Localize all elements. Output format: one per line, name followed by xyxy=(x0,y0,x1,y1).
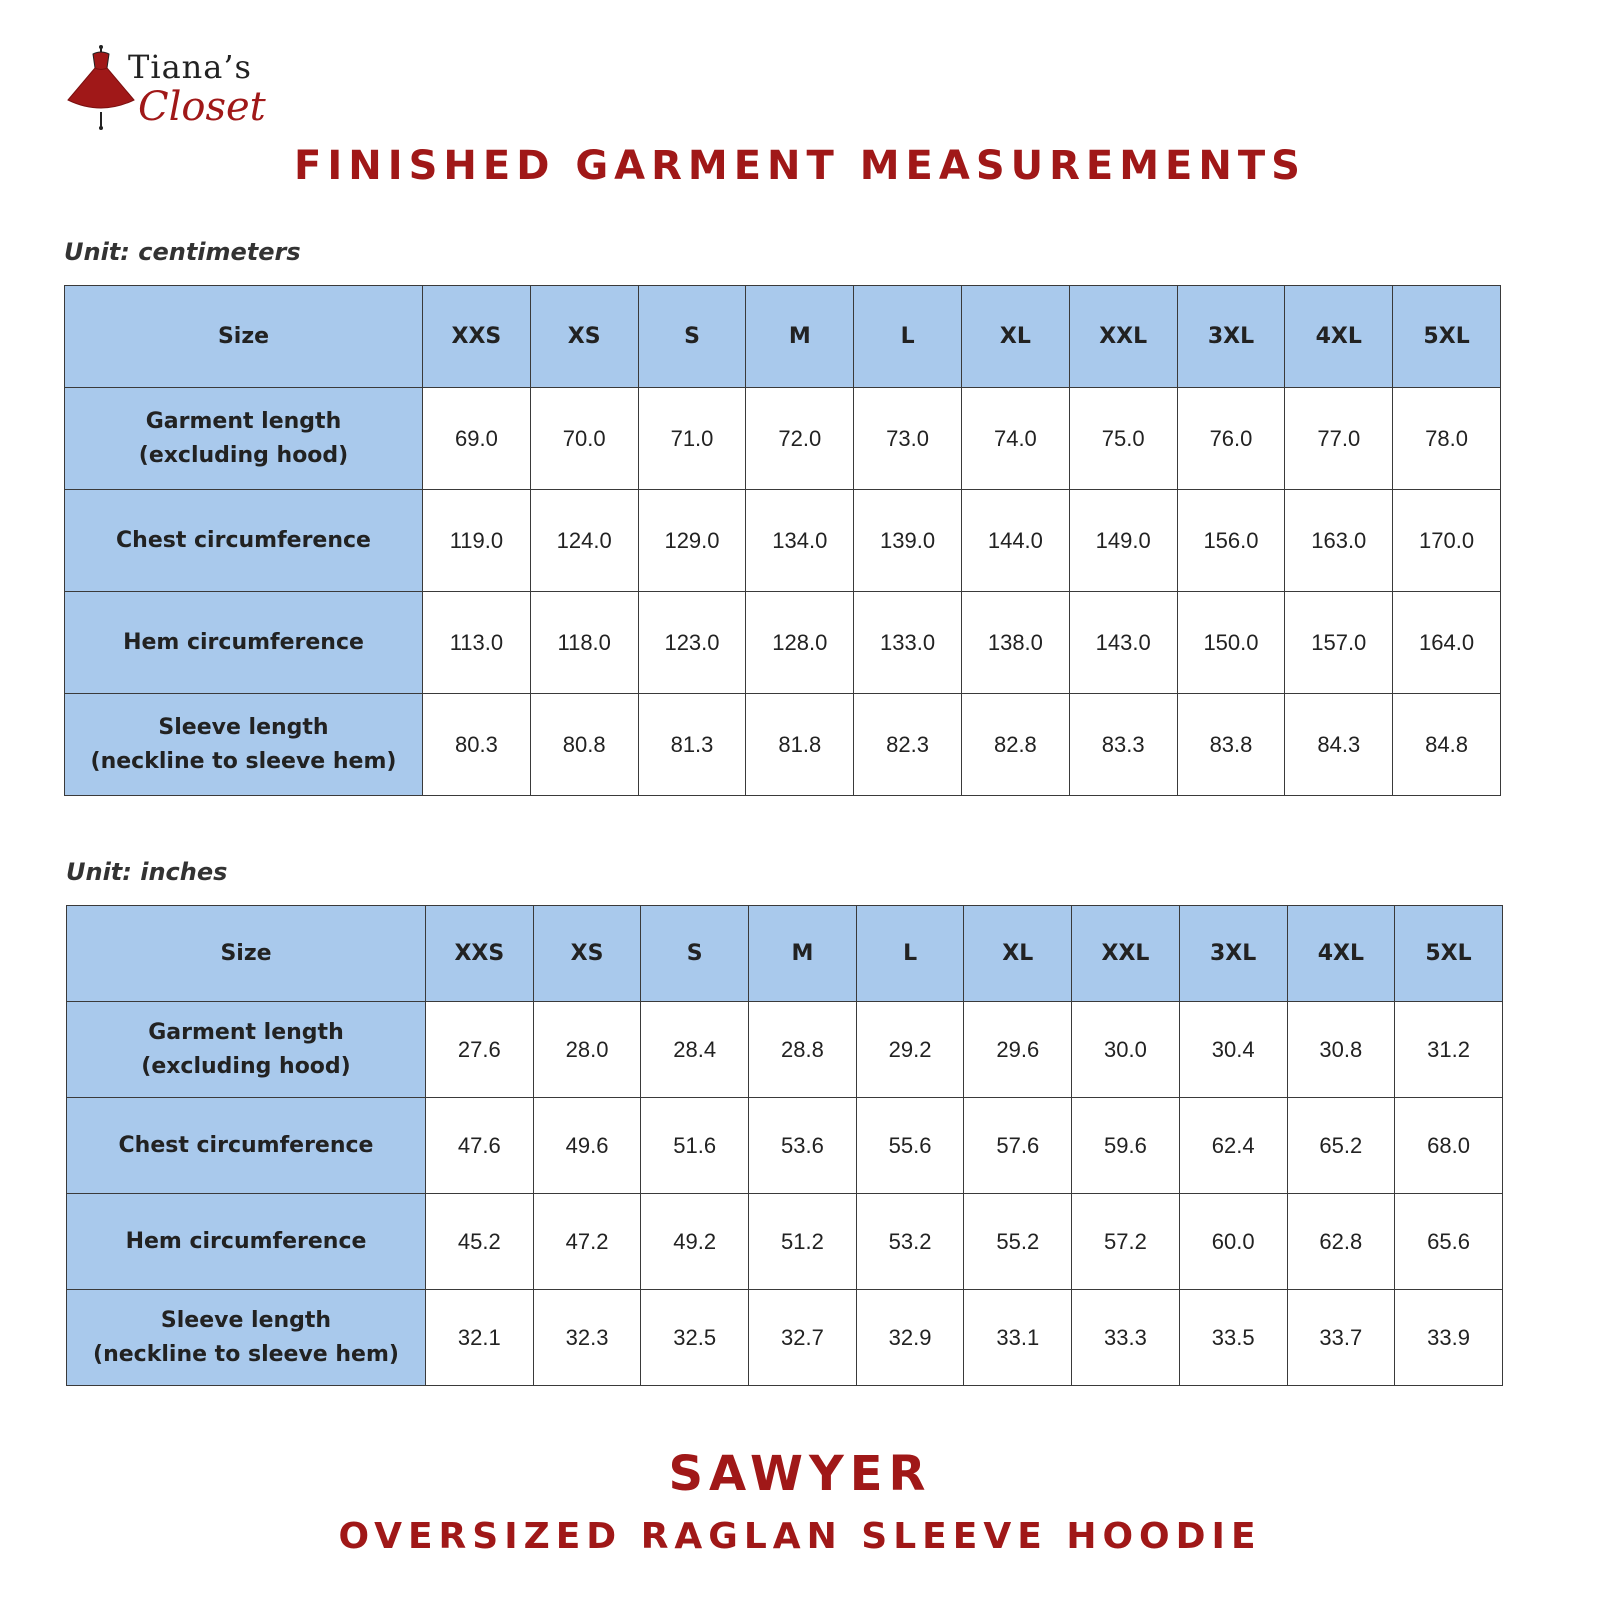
size-col-header: L xyxy=(854,286,962,388)
table-cell: 76.0 xyxy=(1177,388,1285,490)
row-label-line: Chest circumference xyxy=(118,1132,374,1158)
size-col-header: XXL xyxy=(1069,286,1177,388)
row-label-hem xyxy=(67,1194,426,1290)
table-cell: 62.8 xyxy=(1287,1194,1395,1290)
row-label-subline: (neckline to sleeve hem) xyxy=(93,1341,399,1367)
size-col-header: 5XL xyxy=(1395,906,1503,1002)
table-cell: 33.5 xyxy=(1179,1290,1287,1386)
table-row xyxy=(65,490,1501,592)
row-label-line: Garment length xyxy=(145,408,342,434)
brand-logo xyxy=(66,44,266,134)
table-cell: 32.5 xyxy=(641,1290,749,1386)
table-cell: 51.6 xyxy=(641,1098,749,1194)
table-cell: 129.0 xyxy=(638,490,746,592)
page-title: FINISHED GARMENT MEASUREMENTS xyxy=(294,143,1306,189)
size-col-header: 4XL xyxy=(1287,906,1395,1002)
table-cell: 28.0 xyxy=(533,1002,641,1098)
table-cell: 53.6 xyxy=(749,1098,857,1194)
table-cell: 163.0 xyxy=(1285,490,1393,592)
table-cell: 144.0 xyxy=(961,490,1069,592)
table-cell: 157.0 xyxy=(1285,592,1393,694)
table-cell: 71.0 xyxy=(638,388,746,490)
table-cell: 118.0 xyxy=(530,592,638,694)
table-cell: 51.2 xyxy=(749,1194,857,1290)
table-cell: 143.0 xyxy=(1069,592,1177,694)
table-cell: 72.0 xyxy=(746,388,854,490)
table-cell: 28.4 xyxy=(641,1002,749,1098)
table-cell: 133.0 xyxy=(854,592,962,694)
size-col-header: M xyxy=(746,286,854,388)
row-label-sleeve xyxy=(65,694,423,796)
table-cell: 149.0 xyxy=(1069,490,1177,592)
table-cell: 83.3 xyxy=(1069,694,1177,796)
row-label-line: Chest circumference xyxy=(116,527,371,553)
table-cell: 28.8 xyxy=(749,1002,857,1098)
table-cell: 150.0 xyxy=(1177,592,1285,694)
dress-form-icon xyxy=(66,44,136,134)
row-label-garment-length xyxy=(65,388,423,490)
table-row xyxy=(65,388,1501,490)
table-cell: 70.0 xyxy=(530,388,638,490)
table-cell: 57.2 xyxy=(1072,1194,1180,1290)
table-cell: 49.6 xyxy=(533,1098,641,1194)
row-label-line: Hem circumference xyxy=(123,629,364,655)
row-label-chest xyxy=(67,1098,426,1194)
table-cell: 78.0 xyxy=(1393,388,1501,490)
row-label-subline: (neckline to sleeve hem) xyxy=(90,748,397,774)
table-cell: 45.2 xyxy=(426,1194,534,1290)
table-cell: 55.2 xyxy=(964,1194,1072,1290)
table-cell: 60.0 xyxy=(1179,1194,1287,1290)
table-cell: 62.4 xyxy=(1179,1098,1287,1194)
table-cell: 49.2 xyxy=(641,1194,749,1290)
table-cell: 32.7 xyxy=(749,1290,857,1386)
size-col-header: 5XL xyxy=(1393,286,1501,388)
unit-label-in: Unit: inches xyxy=(66,858,228,886)
size-col-header: XXS xyxy=(426,906,534,1002)
table-cell: 138.0 xyxy=(961,592,1069,694)
row-label-garment-length xyxy=(67,1002,426,1098)
table-cell: 65.2 xyxy=(1287,1098,1395,1194)
table-cell: 81.3 xyxy=(638,694,746,796)
row-label-sleeve xyxy=(67,1290,426,1386)
table-cell: 84.8 xyxy=(1393,694,1501,796)
table-cell: 33.9 xyxy=(1395,1290,1503,1386)
table-cell: 30.8 xyxy=(1287,1002,1395,1098)
table-cell: 57.6 xyxy=(964,1098,1072,1194)
row-label-hem xyxy=(65,592,423,694)
table-cell: 74.0 xyxy=(961,388,1069,490)
row-label-line: Sleeve length xyxy=(160,1307,332,1333)
size-col-header: M xyxy=(749,906,857,1002)
measurement-table-in xyxy=(66,905,1503,1386)
table-cell: 33.3 xyxy=(1072,1290,1180,1386)
table-cell: 32.1 xyxy=(426,1290,534,1386)
table-cell: 32.9 xyxy=(856,1290,964,1386)
product-description: OVERSIZED RAGLAN SLEEVE HOODIE xyxy=(338,1516,1262,1557)
table-cell: 55.6 xyxy=(856,1098,964,1194)
measurement-table-cm xyxy=(64,285,1501,796)
size-col-header: S xyxy=(641,906,749,1002)
table-cell: 73.0 xyxy=(854,388,962,490)
brand-name-top: Tiana’s xyxy=(128,48,252,86)
table-cell: 123.0 xyxy=(638,592,746,694)
table-cell: 81.8 xyxy=(746,694,854,796)
table-row xyxy=(67,1290,1503,1386)
table-cell: 164.0 xyxy=(1393,592,1501,694)
table-cell: 32.3 xyxy=(533,1290,641,1386)
size-col-header: 3XL xyxy=(1177,286,1285,388)
table-cell: 80.8 xyxy=(530,694,638,796)
table-cell: 68.0 xyxy=(1395,1098,1503,1194)
product-name: SAWYER xyxy=(668,1446,932,1502)
table-row xyxy=(67,1098,1503,1194)
table-cell: 113.0 xyxy=(423,592,531,694)
table-cell: 82.8 xyxy=(961,694,1069,796)
table-row xyxy=(67,1194,1503,1290)
table-cell: 65.6 xyxy=(1395,1194,1503,1290)
table-cell: 47.2 xyxy=(533,1194,641,1290)
table-cell: 82.3 xyxy=(854,694,962,796)
table-cell: 53.2 xyxy=(856,1194,964,1290)
table-row xyxy=(65,694,1501,796)
size-col-header: L xyxy=(856,906,964,1002)
table-cell: 69.0 xyxy=(423,388,531,490)
table-row xyxy=(67,1002,1503,1098)
table-cell: 128.0 xyxy=(746,592,854,694)
table-cell: 30.4 xyxy=(1179,1002,1287,1098)
table-cell: 75.0 xyxy=(1069,388,1177,490)
table-row xyxy=(65,592,1501,694)
row-label-chest xyxy=(65,490,423,592)
table-cell: 84.3 xyxy=(1285,694,1393,796)
table-header-row xyxy=(67,906,1503,1002)
size-col-header: XS xyxy=(530,286,638,388)
table-cell: 170.0 xyxy=(1393,490,1501,592)
size-col-header: XS xyxy=(533,906,641,1002)
row-label-subline: (excluding hood) xyxy=(138,442,349,468)
size-col-header: S xyxy=(638,286,746,388)
size-header: Size xyxy=(65,286,423,388)
size-col-header: XXL xyxy=(1072,906,1180,1002)
table-cell: 139.0 xyxy=(854,490,962,592)
table-cell: 156.0 xyxy=(1177,490,1285,592)
table-cell: 27.6 xyxy=(426,1002,534,1098)
size-col-header: XXS xyxy=(423,286,531,388)
table-cell: 33.7 xyxy=(1287,1290,1395,1386)
row-label-line: Garment length xyxy=(148,1019,344,1045)
size-col-header: 3XL xyxy=(1179,906,1287,1002)
unit-label-cm: Unit: centimeters xyxy=(64,238,301,266)
size-header: Size xyxy=(67,906,426,1002)
table-cell: 31.2 xyxy=(1395,1002,1503,1098)
size-col-header: XL xyxy=(961,286,1069,388)
size-col-header: 4XL xyxy=(1285,286,1393,388)
row-label-subline: (excluding hood) xyxy=(141,1053,351,1079)
table-cell: 59.6 xyxy=(1072,1098,1180,1194)
table-cell: 124.0 xyxy=(530,490,638,592)
table-cell: 47.6 xyxy=(426,1098,534,1194)
table-cell: 134.0 xyxy=(746,490,854,592)
table-cell: 119.0 xyxy=(423,490,531,592)
table-header-row xyxy=(65,286,1501,388)
table-cell: 33.1 xyxy=(964,1290,1072,1386)
row-label-line: Sleeve length xyxy=(158,714,329,740)
table-cell: 83.8 xyxy=(1177,694,1285,796)
table-cell: 30.0 xyxy=(1072,1002,1180,1098)
size-col-header: XL xyxy=(964,906,1072,1002)
table-cell: 80.3 xyxy=(423,694,531,796)
brand-name-bottom: Closet xyxy=(138,84,266,130)
table-cell: 29.6 xyxy=(964,1002,1072,1098)
table-cell: 29.2 xyxy=(856,1002,964,1098)
table-cell: 77.0 xyxy=(1285,388,1393,490)
row-label-line: Hem circumference xyxy=(125,1228,367,1254)
